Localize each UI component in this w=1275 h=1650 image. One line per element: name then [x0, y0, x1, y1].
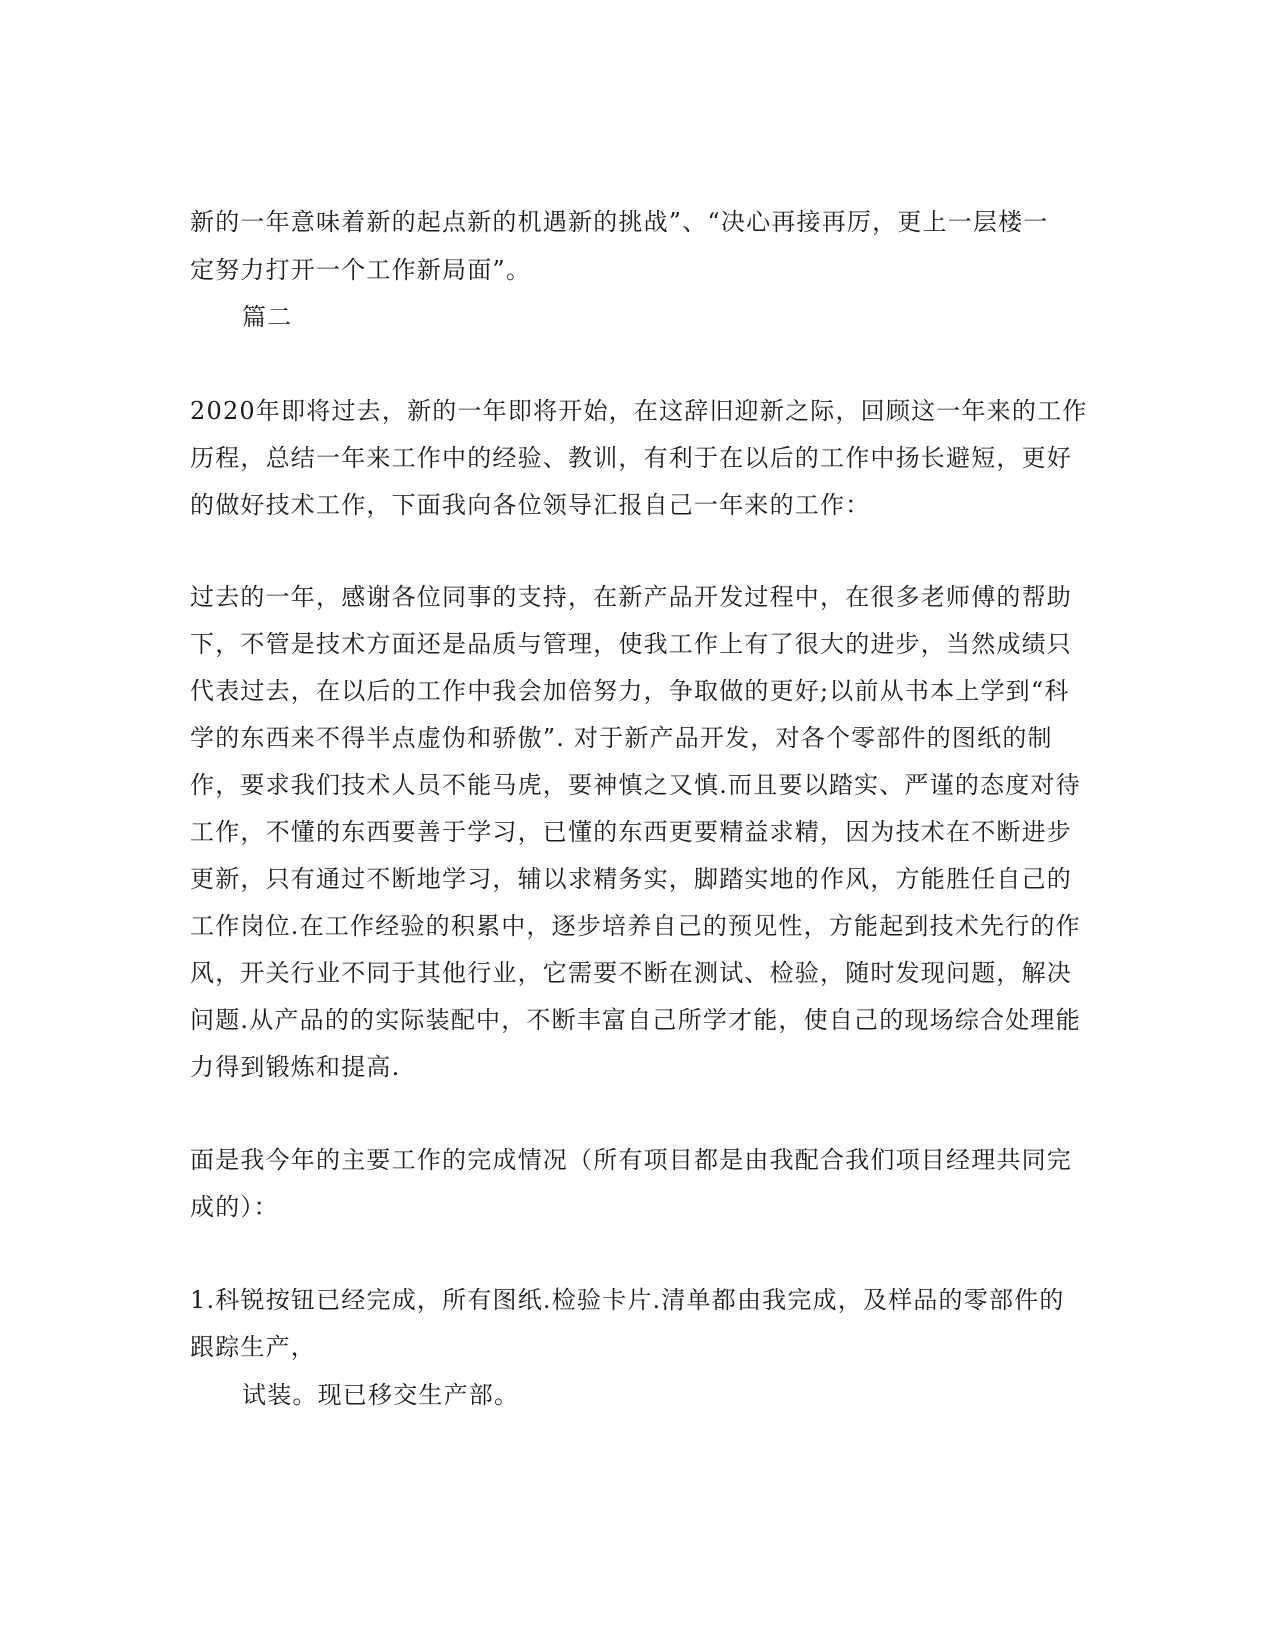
paragraph-5-line-1: 1.科锐按钮已经完成，所有图纸.检验卡片.清单都由我完成，及样品的零部件的 [190, 1286, 1065, 1314]
paragraph-3-line-9: 风，开关行业不同于其他行业，它需要不断在测试、检验，随时发现问题，解决 [190, 959, 1072, 987]
paragraph-5-line-2: 跟踪生产， [190, 1333, 316, 1361]
paragraph-3-line-7: 更新，只有通过不断地学习，辅以求精务实，脚踏实地的作风，方能胜任自己的 [190, 865, 1072, 893]
paragraph-3-line-5: 作，要求我们技术人员不能马虎，要神慎之又慎.而且要以踏实、严谨的态度对待 [190, 771, 1081, 799]
paragraph-4-line-2: 成的）： [190, 1193, 279, 1221]
section-heading: 篇二 [242, 303, 293, 331]
paragraph-2-line-2: 历程，总结一年来工作中的经验、教训，有利于在以后的工作中扬长避短，更好 [190, 444, 1072, 472]
paragraph-6-line-1: 试装。现已移交生产部。 [242, 1381, 520, 1409]
paragraph-3-line-6: 工作，不懂的东西要善于学习，已懂的东西更要精益求精，因为技术在不断进步 [190, 818, 1072, 846]
paragraph-3-line-1: 过去的一年，感谢各位同事的支持，在新产品开发过程中，在很多老师傅的帮助 [190, 583, 1072, 611]
paragraph-3-line-8: 工作岗位.在工作经验的积累中，逐步培养自己的预见性，方能起到技术先行的作 [190, 912, 1081, 940]
paragraph-3-line-3: 代表过去，在以后的工作中我会加倍努力，争取做的更好;以前从书本上学到“科 [190, 677, 1070, 705]
paragraph-4-line-1: 面是我今年的主要工作的完成情况（所有项目都是由我配合我们项目经理共同完 [190, 1146, 1072, 1174]
paragraph-2-line-1: 2020年即将过去，新的一年即将开始，在这辞旧迎新之际，回顾这一年来的工作 [190, 397, 1088, 425]
paragraph-3-line-10: 问题.从产品的的实际装配中，不断丰富自己所学才能，使自己的现场综合处理能 [190, 1006, 1081, 1034]
paragraph-1-line-2: 定努力打开一个工作新局面”。 [190, 256, 532, 284]
paragraph-3-line-11: 力得到锻炼和提高. [190, 1053, 401, 1081]
paragraph-2-line-3: 的做好技术工作，下面我向各位领导汇报自己一年来的工作： [190, 491, 871, 519]
paragraph-1-line-1: 新的一年意味着新的起点新的机遇新的挑战”、“决心再接再厉，更上一层楼一 [190, 208, 1049, 236]
paragraph-3-line-4: 学的东西来不得半点虚伪和骄傲”. 对于新产品开发，对各个零部件的图纸的制 [190, 724, 1053, 752]
paragraph-3-line-2: 下，不管是技术方面还是品质与管理，使我工作上有了很大的进步，当然成绩只 [190, 630, 1072, 658]
